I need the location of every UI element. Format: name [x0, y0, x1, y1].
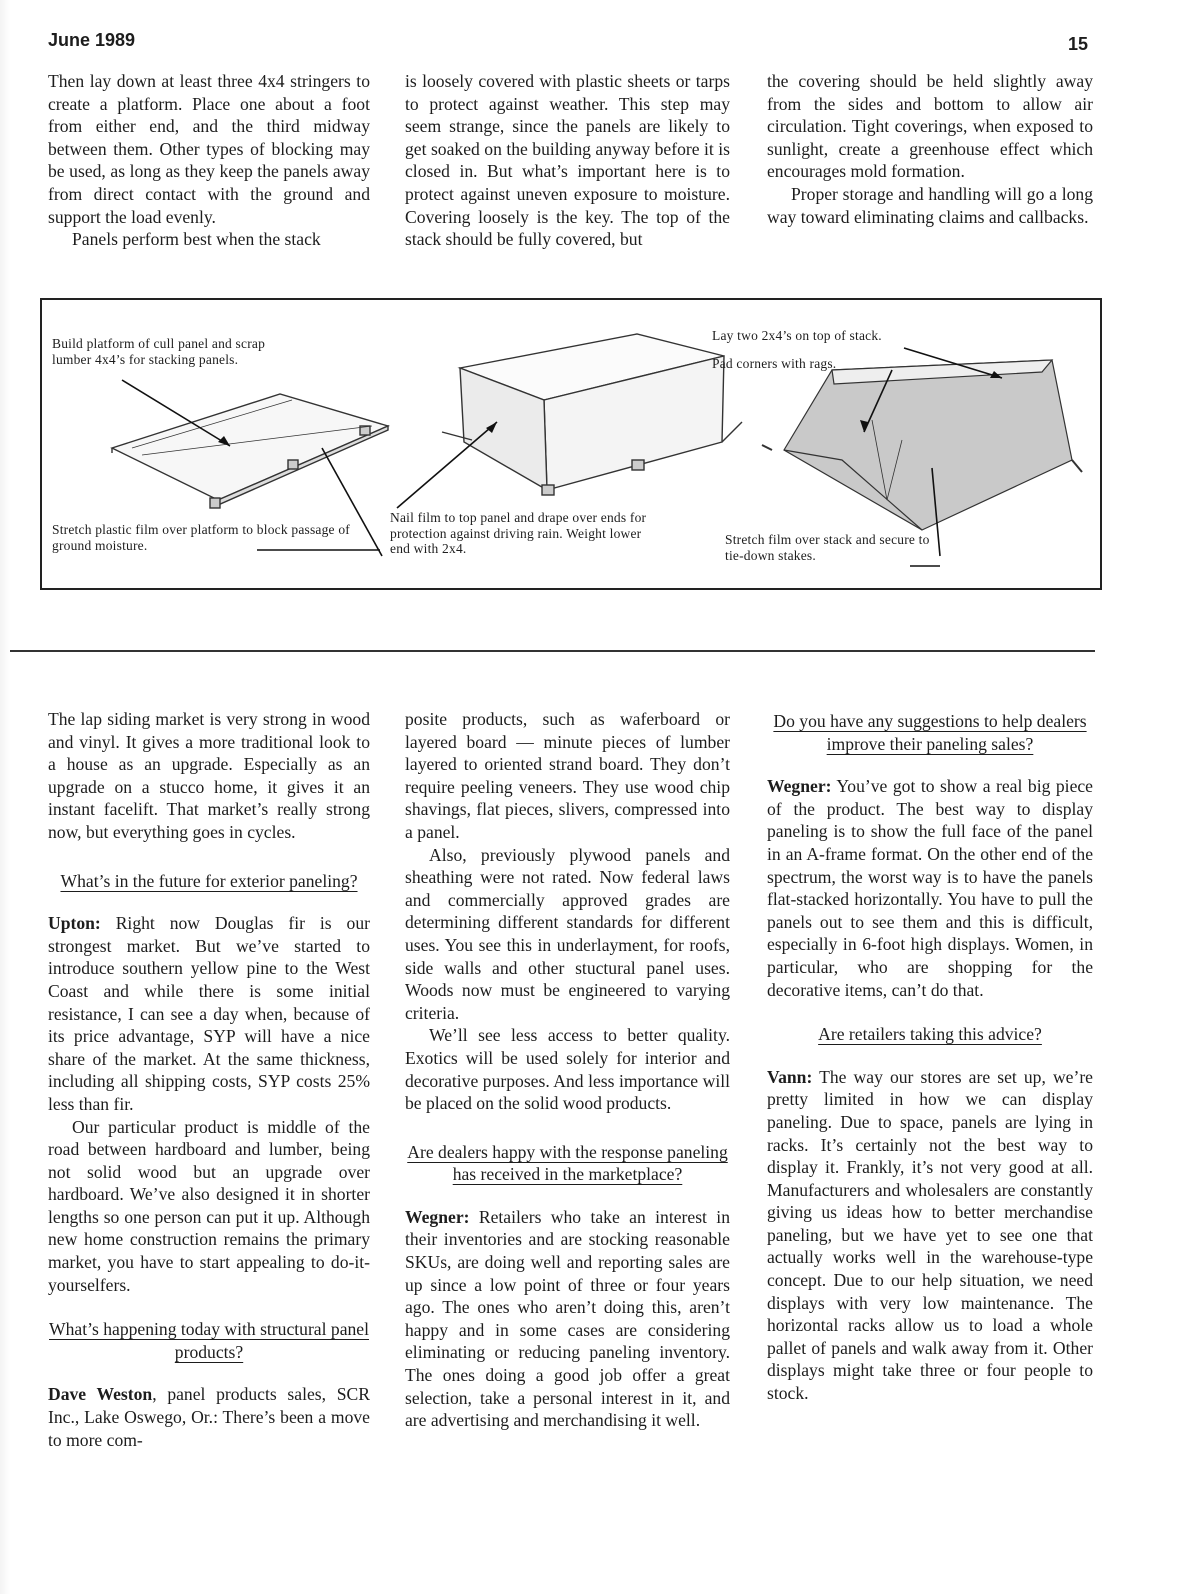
covered-stack-illustration	[442, 334, 742, 495]
question-heading: Are dealers happy with the response paneling has received in the marketplace?	[407, 1141, 728, 1185]
question-heading: What’s happening today with structural panel products?	[48, 1319, 370, 1362]
speaker-name: Vann:	[767, 1066, 813, 1087]
top-column-1	[48, 70, 370, 251]
paragraph: is loosely covered with plastic sheets or tarps to protect against weather. This step may seem strange, since the panels are likely to get soaked on the building anyway before it is closed in. But what’s important here is to protect against uneven exposure to moisture. Covering loosely is the key. The top of the stack should be fully covered, but	[405, 71, 730, 250]
answer-paragraph	[767, 775, 1093, 1001]
caption-pad-corners: Pad corners with rags.	[712, 356, 837, 371]
interview-column-2	[405, 708, 730, 1432]
answer-text: The way our stores are set up, we’re pretty limited in how we can display paneling. Due to space, panels are lying in racks. It’s certainly not the best way to display it. Frankly, it’s not very good at all. Manufacturers and wholesalers are constantly giving us ideas how to better merchandise paneling, but we have yet to see one that actually works well in the warehouse-type concept. Due to our help situation, we need displays with very low maintenance. The horizontal racks allow us to load a whole pallet of panels and walk away from it. Other displays might take three or four people to stock.	[767, 1066, 1093, 1404]
caption-stretch-platform: Stretch plastic film over platform to block passage of ground moisture.	[52, 522, 350, 553]
paragraph: Then lay down at least three 4x4 stringers to create a platform. Place one about a foot from either end, and the third midway between them. Other types of blocking may be used, as long as they keep the panels away from direct contact with the ground and support the load evenly.	[48, 71, 370, 227]
paragraph: posite products, such as waferboard or layered board — minute pieces of lumber layered to oriented strand board. They don’t require peeling veneers. They use wood chip shavings, flat pieces, slivers, compressed into a panel.	[405, 709, 730, 842]
caption-stretch-stack: Stretch film over stack and secure to tie-down stakes.	[725, 532, 930, 563]
speaker-name: Dave Weston	[48, 1384, 153, 1405]
speaker-name: Wegner:	[767, 776, 832, 797]
top-column-3	[767, 70, 1093, 228]
paragraph: Panels perform best when the stack	[72, 229, 321, 250]
paragraph: The lap siding market is very strong in wood and vinyl. It gives a more traditional look to a house as an upgrade. Especially as an upgrade on a stucco home, it gives it an instant facelift. That market’s really strong now, but everything goes in cycles.	[48, 709, 370, 842]
answer-paragraph	[767, 1066, 1093, 1405]
answer-paragraph	[48, 912, 370, 1115]
paragraph: We’ll see less access to better quality. Exotics will be used solely for interior and decorative purposes. And less importance will be placed on the solid wood products.	[405, 1025, 730, 1114]
caption-build-platform: Build platform of cull panel and scrap lumber 4x4’s for stacking panels.	[52, 336, 266, 367]
paragraph: the covering should be held slightly away from the sides and bottom to allow air circulation. Tight coverings, when exposed to sunlight, create a greenhouse effect which encourages mold formation.	[767, 71, 1093, 182]
caption-lay-2x4: Lay two 2x4’s on top of stack.	[712, 328, 882, 343]
answer-paragraph	[48, 1383, 370, 1451]
speaker-name: Wegner:	[405, 1206, 470, 1227]
paragraph: Our particular product is middle of the road between hardboard and lumber, being not solid wood but an upgrade over hardboard. We’ve also designed it in shorter lengths so one person can put it up. Although new home construction remains the primary market, you have to start appealing to do-it-yourselfers.	[48, 1116, 370, 1295]
answer-text: , panel products sales, SCR Inc., Lake Oswego, Or.: There’s been a move to more com-	[48, 1384, 370, 1450]
tented-stack-illustration	[762, 360, 1082, 530]
storage-figure	[40, 298, 1102, 590]
answer-text: You’ve got to show a real big piece of the product. The best way to display paneling is to show the full face of the panel in an A-frame format. On the other end of the spectrum, the worst way is to have the panels flat-stacked horizontally. You have to pull the panels out to see them and this is difficult, especially in 6-foot high displays. Women, in particular, who are shopping for the decorative items, can’t do that.	[767, 776, 1093, 1000]
paragraph: Proper storage and handling will go a long way toward eliminating claims and callbacks.	[767, 183, 1093, 227]
answer-paragraph	[405, 1206, 730, 1432]
answer-text: Retailers who take an interest in their inventories and are stocking reasonable SKUs, are doing well and reporting sales are up since a low point of three or four years ago. The ones who aren’t doing this, aren’t happy and in some cases are considering eliminating or reducing paneling inventory. The ones doing a good job offer a great selection, take a personal interest in it, and are advertising and merchandising it well.	[405, 1206, 730, 1431]
page-number: 15	[1068, 34, 1089, 54]
issue-date: June 1989	[48, 30, 136, 50]
page-edge	[0, 0, 10, 1594]
interview-column-1	[48, 708, 370, 1451]
caption-nail-film: Nail film to top panel and drape over ends for protection against driving rain. Weight lower end with 2x4.	[390, 510, 647, 556]
speaker-name: Upton:	[48, 913, 101, 934]
question-heading: Are retailers taking this advice?	[818, 1024, 1042, 1045]
interview-column-3	[767, 710, 1093, 1405]
top-column-2	[405, 70, 730, 251]
section-divider	[10, 650, 1095, 652]
paragraph: Also, previously plywood panels and sheathing were not rated. Now federal laws and commercially approved grades are determining different standards for different uses. You see this in underlayment, for roofs, side walls and other stuctural panel uses. Woods now must be engineered to varying criteria.	[405, 844, 730, 1023]
question-heading: Do you have any suggestions to help dealers improve their paneling sales?	[773, 711, 1087, 754]
answer-text: Right now Douglas fir is our strongest market. But we’ve started to introduce southern yellow pine to the West Coast and while there is some initial resistance, I can see a day when, because of its price advantage, SYP will have a nice share of the market. At the same thickness, including all shipping costs, SYP costs 25% less than fir.	[48, 913, 370, 1114]
question-heading: What’s in the future for exterior paneling?	[60, 870, 358, 891]
